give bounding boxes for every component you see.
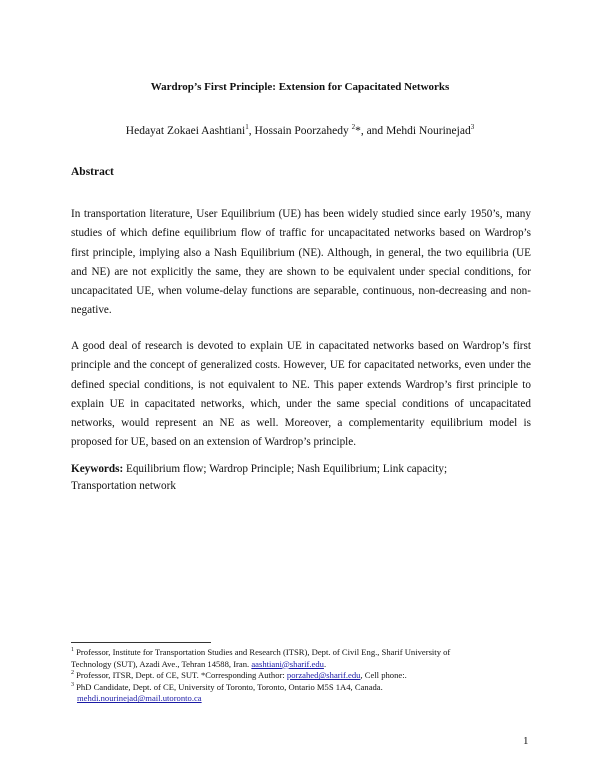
- author-line: [0, 125, 600, 137]
- footnote-1-email-link[interactable]: aashtiani@sharif.edu: [251, 658, 324, 669]
- author-2-affiliation-mark: 2: [351, 123, 356, 132]
- footnote-3-text: PhD Candidate, Dept. of CE, University of Toronto, Toronto, Ontario M5S 1A4, Canada.: [74, 681, 383, 692]
- footnote-2-text: Professor, ITSR, Dept. of CE, SUT. *Corresponding Author:: [74, 670, 287, 681]
- author-separator: , and: [360, 125, 387, 137]
- footnote-separator: [71, 642, 211, 643]
- footnote-1-address: Technology (SUT), Azadi Ave., Tehran 14588, Iran.: [71, 658, 252, 669]
- footnote-2-number: 2: [71, 670, 74, 677]
- author-3-name: Mehdi Nourinejad: [386, 125, 471, 137]
- footnote-3-number: 3: [71, 681, 74, 688]
- footnote-2: [71, 670, 541, 682]
- abstract-paragraph-2: A good deal of research is devoted to explain UE in capacitated networks based on Wardrop’s first principle and the concept of generalized costs. However, UE for capacitated networks, even under the defined special conditions, is not equivalent to NE. This paper extends Wardrop’s first principle to explain UE in capacitated networks, which, under the same special conditions of uncapacitated networks, would represent an NE as well. Moreover, a complementarity equilibrium model is proposed for UE, based on an extension of Wardrop’s principle.: [71, 340, 531, 449]
- paper-title: Wardrop’s First Principle: Extension for Capacitated Networks: [150, 81, 450, 93]
- page-number: 1: [523, 735, 529, 747]
- footnote-1-tail: .: [323, 658, 327, 669]
- author-3-affiliation-mark: 3: [470, 123, 475, 132]
- corresponding-author-mark: *: [355, 125, 361, 137]
- author-1-name: Hedayat Zokaei Aashtiani: [125, 125, 246, 137]
- footnote-3-email-link[interactable]: mehdi.nourinejad@mail.utoronto.ca: [77, 693, 202, 704]
- footnote-3: [71, 682, 541, 694]
- author-2-name: Hossain Poorzahedy: [254, 125, 349, 137]
- keywords-list: Equilibrium flow; Wardrop Principle; Nash Equilibrium; Link capacity;: [123, 463, 448, 475]
- footnote-2-email-link[interactable]: porzahed@sharif.edu: [286, 670, 361, 681]
- footnotes: [71, 647, 541, 705]
- keywords-block: [71, 461, 541, 495]
- author-1-affiliation-mark: 1: [245, 123, 249, 132]
- keywords-list-continued: Transportation network: [71, 480, 176, 492]
- footnote-1-number: 1: [71, 647, 74, 654]
- keywords-label: Keywords:: [71, 463, 124, 475]
- author-separator: ,: [248, 125, 255, 137]
- abstract-paragraph-1: In transportation literature, User Equilibrium (UE) has been widely studied since early 1950’s, many studies of which define equilibrium flow of traffic for uncapacitated networks based on Wardrop’s first principle, implying also a Nash Equilibrium (NE). Although, in general, the two equilibria (UE and NE) are not explicitly the same, they are shown to be equivalent under special conditions, for uncapacitated UE, when volume-delay functions are separable, continuous, non-decreasing and non-negative.: [71, 208, 531, 317]
- footnote-1: [71, 647, 541, 659]
- abstract-heading: Abstract: [71, 166, 114, 178]
- footnote-3-continued: [71, 693, 541, 705]
- footnote-1-continued: [71, 659, 541, 671]
- footnote-1-text: Professor, Institute for Transportation Studies and Research (ITSR), Dept. of Civil Eng., Sharif University of: [74, 647, 451, 657]
- footnote-2-tail: , Cell phone:.: [360, 670, 407, 681]
